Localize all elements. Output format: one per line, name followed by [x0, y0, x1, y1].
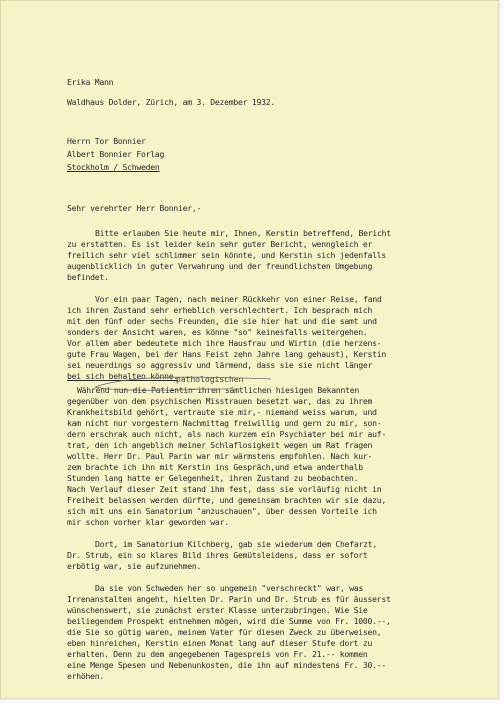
text-line: dern erschrak auch nicht, als nach kurzem ein Psychiater bei mir auf- — [67, 429, 386, 439]
recipient-city: Stockholm / Schweden — [67, 162, 160, 172]
text-line: Vor ein paar Tagen, nach meiner Rückkehr von einer Reise, fand — [95, 294, 382, 304]
text-line: freilich sehr viel schlimmer sein könnte, und Kerstin sich jedenfalls — [67, 250, 386, 260]
text-line: sich mit uns ein Sanatorium "anzuschauen", über dessen Vorteile ich — [67, 506, 377, 516]
text-line: Da sie von Schweden her so ungemein "verschreckt" war, was — [95, 583, 364, 593]
text-line: mit den fünf oder sechs Freunden, die sie hier hat und die samt und — [67, 316, 377, 326]
text-line: wünschenswert, sie zunächst erster Klasse unterzubringen. Wie Sie — [67, 605, 368, 615]
text-line: erhöhen. — [67, 671, 104, 681]
text-line: zem brachte ich ihn mit Kerstin ins Gespräch,und etwa anderthalb — [67, 462, 363, 472]
text-line: wollte. Herr Dr. Paul Parin war mir wärmstens empfohlen. Nach kur- — [67, 451, 373, 461]
handwritten-insert: pathologischen — [176, 375, 244, 384]
text-line: bei sich behalten könne. — [67, 371, 178, 381]
text-line: Irrenanstalten angeht, hielten Dr. Parin und Dr. Strub es für äusserst — [67, 594, 391, 604]
text-line: trat, den ich angeblich meiner Schlaflosigkeit wegen um Rat fragen — [67, 440, 373, 450]
text-line: kam nicht nur vorgestern Nachmittag freiwillig und gern zu mir, son- — [67, 418, 382, 428]
text-line: beiliegendem Prospekt entnehmen mögen, wird die Summe von Fr. 1000.--, — [67, 616, 391, 626]
text-line: Krankheitsbild gehört, vertraute sie mir,- niemand weiss warum, und — [67, 407, 377, 417]
text-line: Während nun die Patientin ihren sämtlichen hiesigen Bekannten — [77, 385, 359, 395]
text-line: Dr. Strub, ein so klares Bild ihres Gemütsleidens, dass er sofort — [67, 550, 368, 560]
salutation: Sehr verehrter Herr Bonnier,- — [67, 203, 202, 213]
text-line: befindet. — [67, 272, 109, 282]
text-line: sonders der Ansicht waren, es könne "so" keinesfalls weitergehen. — [67, 327, 368, 337]
text-line: augenblicklich in guter Verwahrung und der freundlichsten Umgebung — [67, 261, 373, 271]
recipient-firm: Albert Bonnier Forlag — [67, 149, 165, 159]
text-line: sei neuerdings so aggressiv und lärmend, dass sie sie nicht länger — [67, 360, 373, 370]
text-line: eine Menge Spesen und Nebenunkosten, die ihn auf mindestens Fr. 30.-- — [67, 660, 386, 670]
text-line: Dort, im Sanatorium Kilchberg, gab sie wiederum dem Chefarzt, — [95, 539, 377, 549]
text-line: Freiheit belassen werden dürfte, und gemeinsam brachten wir sie dazu, — [67, 495, 386, 505]
text-line: Nach Verlauf dieser Zeit stand ihm fest, dass sie vorläufig nicht in — [67, 484, 382, 494]
text-line: erbötig war, sie aufzunehmen. — [67, 561, 202, 571]
recipient-name: Herrn Tor Bonnier — [67, 136, 146, 146]
text-line: mir schon vorher klar geworden war. — [67, 517, 229, 527]
text-line: eben hinreichen, Kerstin einen Monat lang auf dieser Stufe dort zu — [67, 638, 373, 648]
sender-name: Erika Mann — [67, 77, 114, 87]
text-line: Bitte erlauben Sie heute mir, Ihnen, Kerstin betreffend, Bericht — [95, 228, 391, 238]
place-date: Waldhaus Dolder, Zürich, am 3. Dezember 1932. — [67, 97, 276, 107]
text-line: Vor allem aber bedeutete mich ihre Hausfrau und Wirtin (die herzens- — [67, 338, 382, 348]
text-line: zu erstatten. Es ist leider kein sehr guter Bericht, wenngleich er — [67, 239, 373, 249]
text-line: erhalten. Denn zu dem angegebenen Tagespreis von Fr. 21.-- kommen — [67, 649, 368, 659]
text-line-with-strike: gegenüber von dem psychischen Misstrauen besetzt war, das zu ihrem — [67, 396, 373, 406]
text-line: ich ihren Zustand sehr erheblich verschlechtert. Ich besprach mich — [67, 305, 373, 315]
text-line: Stunden lang hatte er Gelegenheit, ihren Zustand zu beobachten. — [67, 473, 359, 483]
handwritten-insert-loop — [93, 373, 273, 393]
text-line: die Sie so gütig waren, meinem Vater für diesen Zweck zu überweisen, — [67, 627, 382, 637]
text-line: gute Frau Wagen, bei der Hans Feist zehn Jahre lang gehaust), Kerstin — [67, 349, 386, 359]
